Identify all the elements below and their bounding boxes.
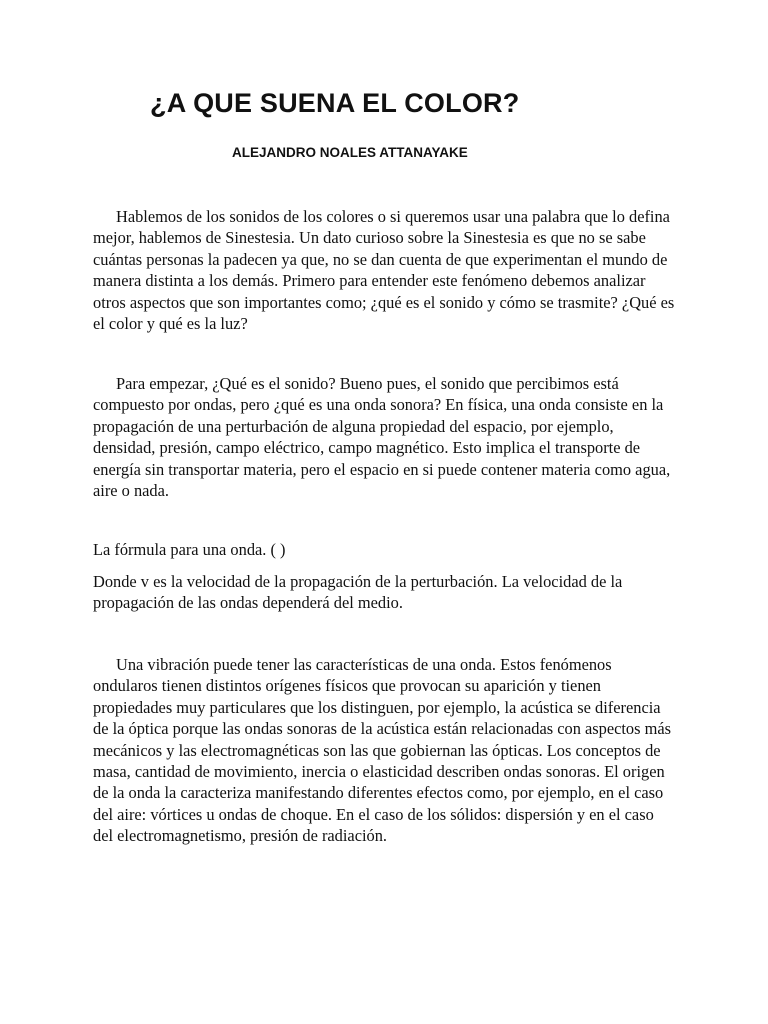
document-title: ¿A QUE SUENA EL COLOR?: [150, 88, 520, 118]
author-name: ALEJANDRO NOALES ATTANAYAKE: [232, 145, 468, 160]
paragraph-wave-velocity: Donde v es la velocidad de la propagación de la perturbación. La velocidad de la propagación de las ondas dependerá del medio.: [93, 572, 623, 613]
paragraph-sinestesia-intro: Hablemos de los sonidos de los colores o si queremos usar una palabra que lo defina mejor, hablemos de Sinestesia. Un dato curioso sobre la Sinestesia es que no se sabe cuántas personas la padecen ya que, no se dan cuenta de que experimentan el mundo de manera distinta a los demás. Primero para entender este fenómeno debemos analizar otros aspectos que son importantes como; ¿qué es el sonido y cómo se trasmite? ¿Qué es el color y qué es la luz?: [93, 207, 675, 334]
paragraph-vibration-characteristics: Una vibración puede tener las características de una onda. Estos fenómenos ondularos tienen distintos orígenes físicos que provocan su aparición y tienen propiedades muy particulares que los distinguen, por ejemplo, la acústica se diferencia de la óptica porque las ondas sonoras de la acústica están relacionadas con aspectos más mecánicos y las electromagnéticas son las que gobiernan las ópticas. Los conceptos de masa, cantidad de movimiento, inercia o elasticidad describen ondas sonoras. El origen de la onda la caracteriza manifestando diferentes efectos como, por ejemplo, en el caso del aire: vórtices u ondas de choque. En el caso de los sólidos: dispersión y en el caso del electromagnetismo, presión de radiación.: [93, 655, 672, 846]
paragraph-wave-formula: La fórmula para una onda. ( ): [93, 540, 286, 559]
paragraph-sound-waves: Para empezar, ¿Qué es el sonido? Bueno pues, el sonido que percibimos está compuesto por ondas, pero ¿qué es una onda sonora? En física, una onda consiste en la propagación de una perturbación de alguna propiedad del espacio, por ejemplo, densidad, presión, campo eléctrico, campo magnético. Esto implica el transporte de energía sin transportar materia, pero el espacio en si puede contener materia como agua, aire o nada.: [93, 374, 671, 501]
